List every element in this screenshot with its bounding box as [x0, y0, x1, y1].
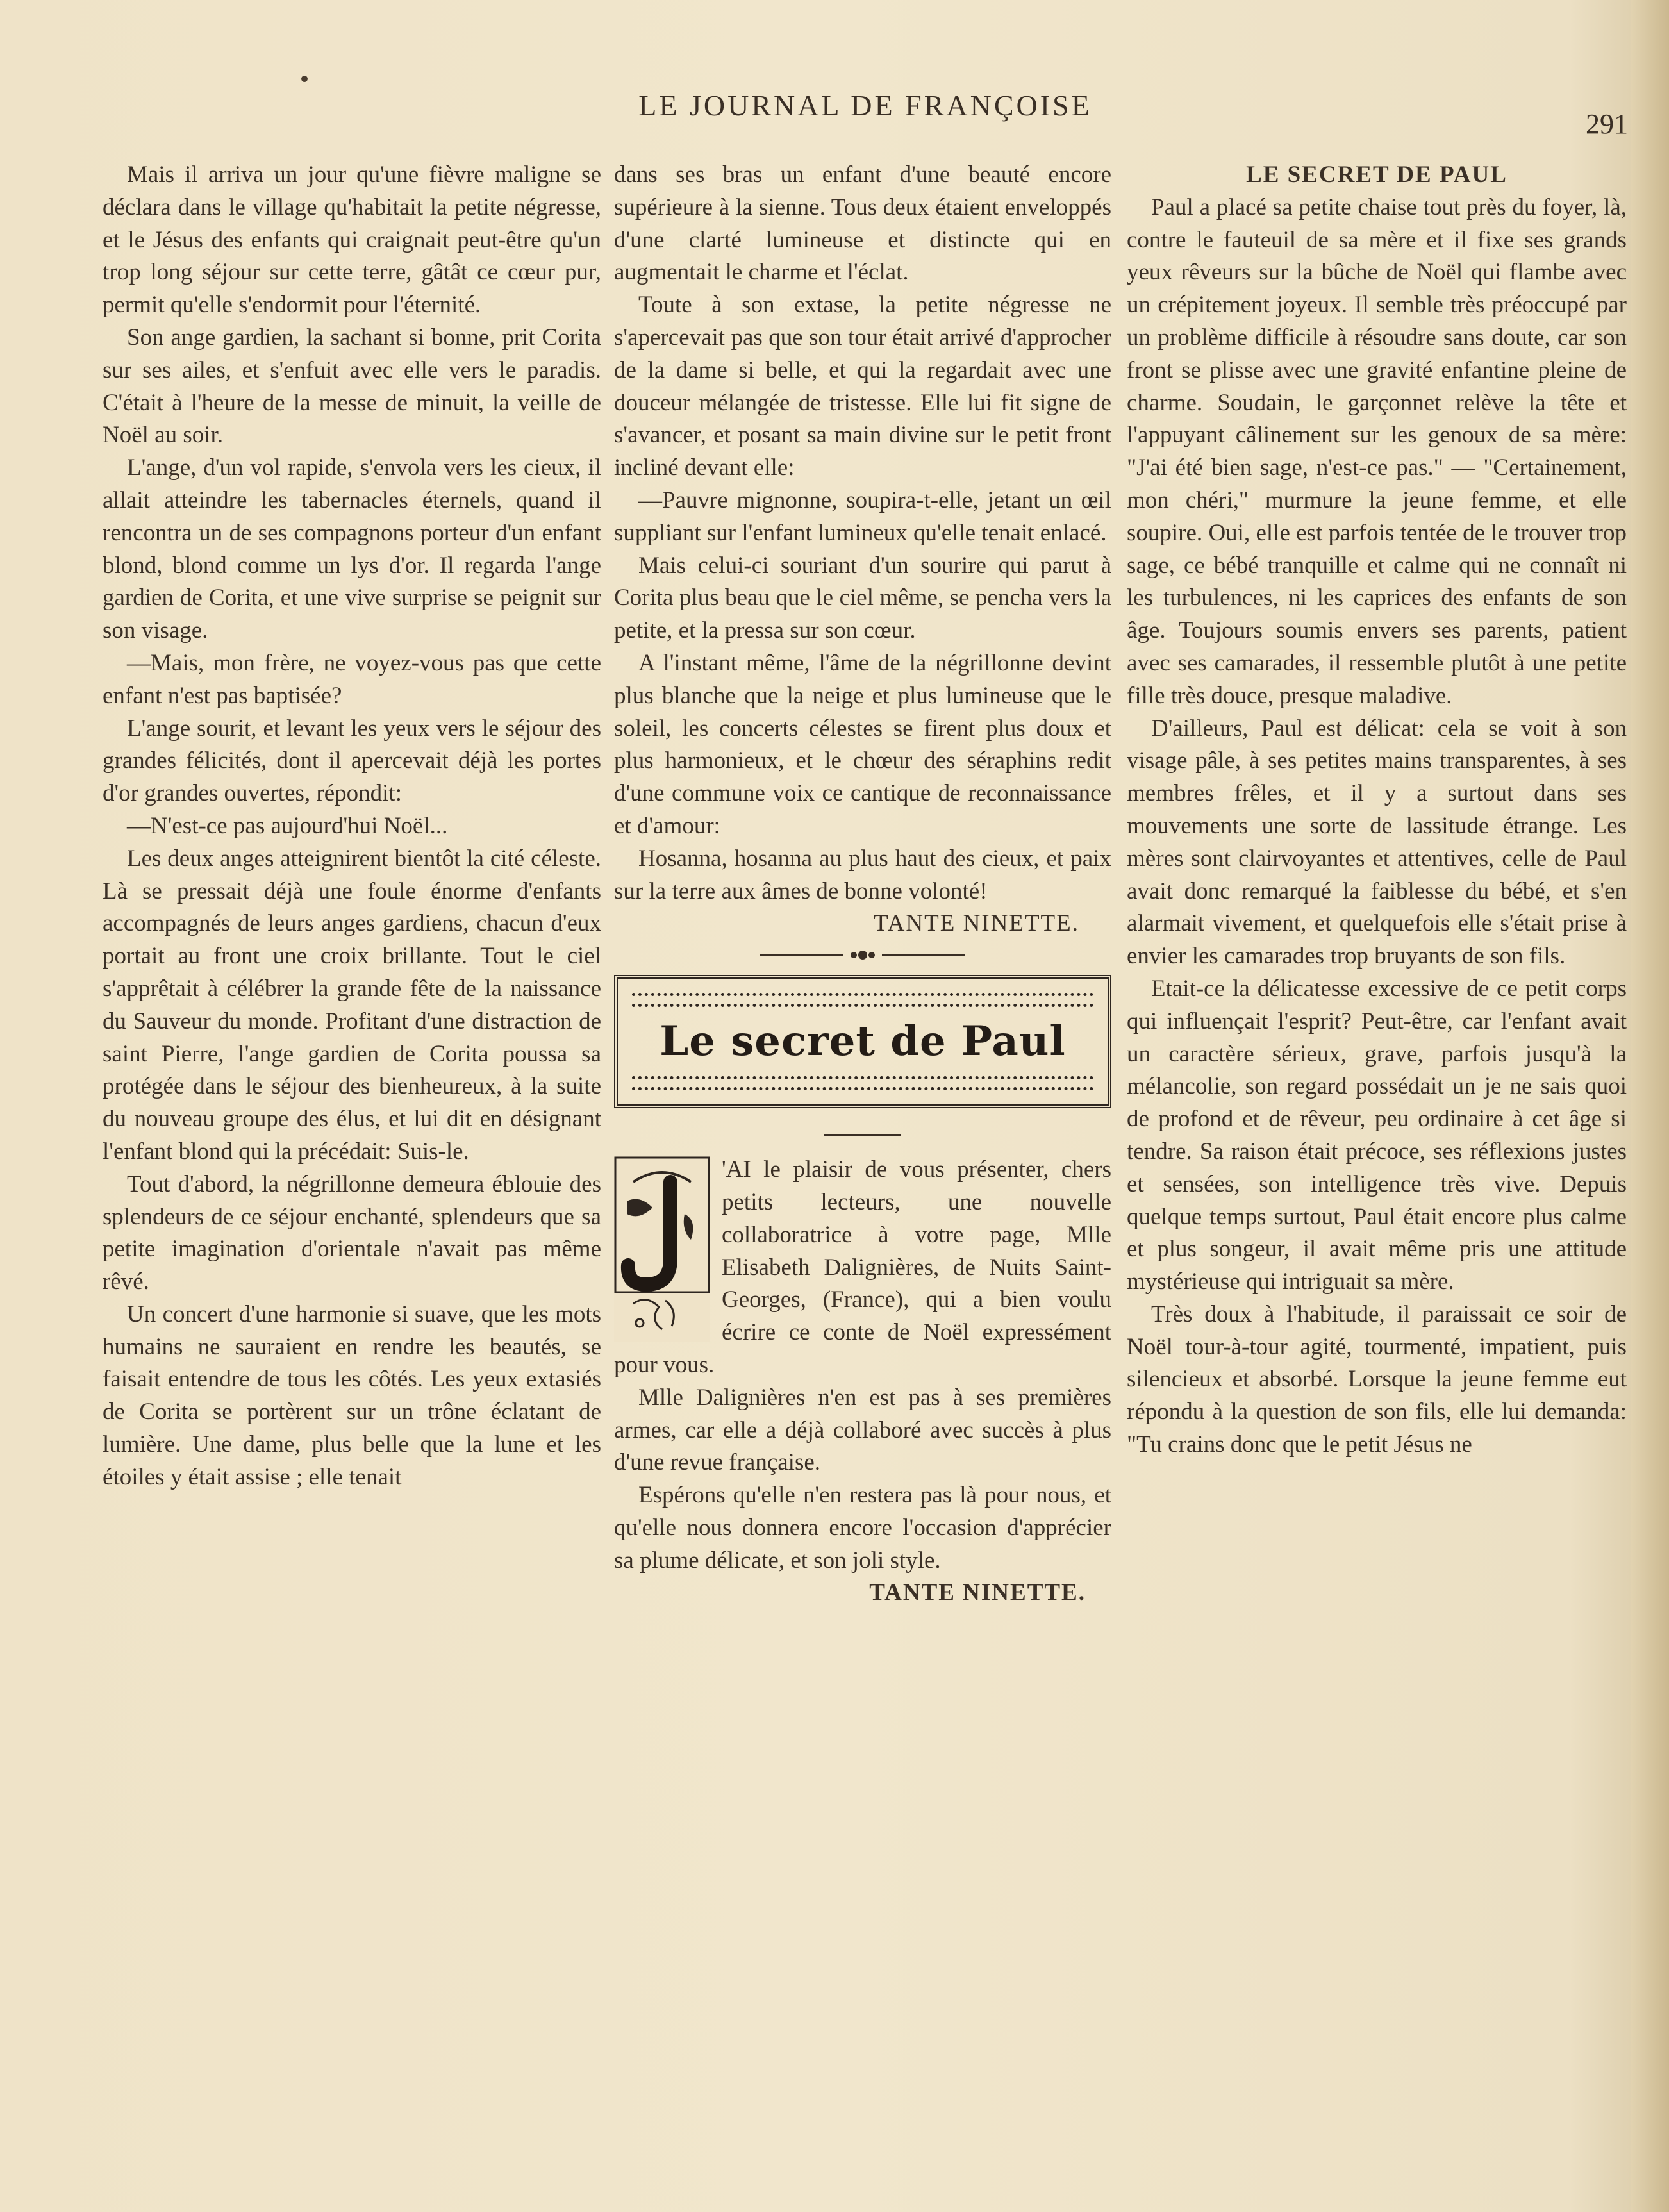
- paragraph: Espérons qu'elle n'en restera pas là pour nous, et qu'elle nous donnera encore l'occasion d'apprécier sa plume délicate, et son joli style.: [614, 1482, 1111, 1574]
- ink-dot: [301, 76, 308, 82]
- paragraph: —N'est-ce pas aujourd'hui Noël...: [127, 812, 448, 839]
- column-left: [103, 159, 601, 1494]
- column-middle: [614, 159, 1111, 1609]
- paragraph: L'ange, d'un vol rapide, s'envola vers les cieux, il allait atteindre les tabernacles éternels, quand il rencontra un de ses compagnons porteur d'un enfant blond, blond comme un lys d'or. Il regarda l'ange gardien de Corita, et une vive surprise se peignit sur son visage.: [103, 454, 601, 644]
- paragraph: L'ange sourit, et levant les yeux vers le séjour des grandes félicités, dont il apercevait déjà les portes d'or grandes ouvertes, répondit:: [103, 715, 601, 807]
- running-head: LE JOURNAL DE FRANÇOISE: [638, 89, 1092, 122]
- paragraph: Toute à son extase, la petite négresse ne s'apercevait pas que son tour était arrivé d'approcher de la dame si belle, et qui la regardait avec une douceur mélangée de tristesse. Elle lui fit signe de s'avancer, et posant sa main divine sur le petit front incliné devant elle:: [614, 292, 1111, 481]
- paragraph: Etait-ce la délicatesse excessive de ce petit corps qui influençait l'esprit? Peut-être, car l'enfant avait un caractère sérieux, grave, parfois jusqu'à la mélancolie, son regard possédait un je ne sais quoi de profond et de rêveur, peu ordinaire à cet âge si tendre. Sa raison était précoce, ses réflexions justes et sensées, son intelligence très vive. Depuis quelque temps surtout, Paul était encore plus calme et plus songeur, il avait même pris une attitude mystérieuse qui intriguait sa mère.: [1127, 975, 1627, 1295]
- divider: [824, 1134, 901, 1136]
- book-spine-shadow: [1631, 0, 1669, 2212]
- paragraph: —Pauvre mignonne, soupira-t-elle, jetant un œil suppliant sur l'enfant lumineux qu'elle tenait enlacé.: [614, 486, 1111, 546]
- title-box: [614, 975, 1111, 1108]
- flourish-icon: [754, 947, 972, 963]
- paragraph: Son ange gardien, la sachant si bonne, prit Corita sur ses ailes, et s'enfuit avec elle vers le paradis. C'était à l'heure de la messe de minuit, la veille de Noël au soir.: [103, 324, 601, 449]
- paragraph: Un concert d'une harmonie si suave, que les mots humains ne sauraient en rendre les beautés, se faisait entendre de tous les côtés. Les yeux extasiés de Corita se portèrent sur un trône éclatant de lumière. Une dame, plus belle que la lune et les étoiles y était assise ; elle tenait: [103, 1301, 601, 1490]
- ornamental-border: [632, 993, 1093, 1007]
- intro-block: [614, 1154, 1111, 1382]
- paragraph: Les deux anges atteignirent bientôt la cité céleste. Là se pressait déjà une foule énorme d'enfants accompagnés de leurs anges gardiens, chacun d'eux portait au front une croix brillante. Tout le ciel s'apprêtait à célébrer la grande fête de la naissance du Sauveur du monde. Profitant d'une distraction de saint Pierre, l'ange gardien de Corita poussa sa protégée dans le séjour des bienheureux, à la suite du nouveau groupe des élus, et lui dit en désignant l'enfant blond qui la précédait: Suis-le.: [103, 845, 601, 1165]
- paragraph: —Mais, mon frère, ne voyez-vous pas que cette enfant n'est pas baptisée?: [103, 649, 601, 709]
- paragraph: Mais il arriva un jour qu'une fièvre maligne se déclara dans le village qu'habitait la petite négresse, et le Jésus des enfants qui craignait peut-être qu'un trop long séjour sur cette terre, gâtât ce cœur pur, permit qu'elle s'endormit pour l'éternité.: [103, 162, 601, 319]
- signature: TANTE NINETTE.: [874, 910, 1079, 937]
- paragraph: Mlle Dalignières n'en est pas à ses premières armes, car elle a déjà collaboré avec succès à plus d'une revue française.: [614, 1384, 1111, 1476]
- paragraph: Paul a placé sa petite chaise tout près du foyer, là, contre le fauteuil de sa mère et il fixe ses grands yeux rêveurs sur la bûche de Noël qui flambe avec un crépitement joyeux. Il semble très préoccupé par un problème difficile à résoudre sans doute, car son front se plisse avec une gravité enfantine pleine de charme. Soudain, le garçonnet relève la tête et l'appuyant câlinement sur les genoux de sa mère: "J'ai été bien sage, n'est-ce pas." — "Certainement, mon chéri," murmure la jeune femme, et elle soupire. Oui, elle est parfois tentée de le trouver trop sage, ce bébé tranquille et calme qui ne connaît ni les turbulences, ni les caprices des enfants de son âge. Toujours soumis envers ses parents, patient avec ses camarades, il ressemble plutôt à une petite fille très douce, presque maladive.: [1127, 194, 1627, 709]
- ornamental-border: [632, 1076, 1093, 1090]
- paragraph: Très doux à l'habitude, il paraissait ce soir de Noël tour-à-tour agité, tourmenté, impatient, puis silencieux et absorbé. Lorsque la jeune femme eut répondu à la question de son fils, elle lui demanda: "Tu crains donc que le petit Jésus ne: [1127, 1301, 1627, 1458]
- paragraph: Mais celui-ci souriant d'un sourire qui parut à Corita plus beau que le ciel même, se pencha vers la petite, et la pressa sur son cœur.: [614, 552, 1111, 644]
- paragraph: D'ailleurs, Paul est délicat: cela se voit à son visage pâle, à ses petites mains transparentes, à ses membres frêles, et il y a surtout dans ses mouvements une sorte de lassitude étrange. Les mères sont clairvoyantes et attentives, celle de Paul avait donc remarqué la faiblesse du bébé, et s'en alarmait vivement, et quelquefois elle s'était prise à envier les camarades trop bruyants de son fils.: [1127, 715, 1627, 970]
- section-title: Le secret de Paul: [660, 1017, 1066, 1066]
- paragraph: A l'instant même, l'âme de la négrillonne devint plus blanche que la neige et plus lumineuse que le soleil, les concerts célestes se firent plus doux et plus harmonieux, et le chœur des séraphins redit d'une commune voix ce cantique de reconnaissance et d'amour:: [614, 649, 1111, 839]
- paragraph: Hosanna, hosanna au plus haut des cieux, et paix sur la terre aux âmes de bonne volonté!: [614, 845, 1111, 904]
- page-number: 291: [1586, 108, 1628, 140]
- story-heading: LE SECRET DE PAUL: [1246, 162, 1507, 188]
- ornamental-j-initial-icon: [614, 1156, 710, 1342]
- paragraph: Tout d'abord, la négrillonne demeura éblouie des splendeurs de ce séjour enchanté, splendeurs que sa petite imagination d'orientale n'avait pas même rêvé.: [103, 1170, 601, 1295]
- signature: TANTE NINETTE.: [869, 1579, 1086, 1606]
- paragraph: dans ses bras un enfant d'une beauté encore supérieure à la sienne. Tous deux étaient enveloppés d'une clarté lumineuse et distincte qui en augmentait le charme et l'éclat.: [614, 162, 1111, 286]
- paragraph: 'AI le plaisir de vous présenter, chers petits lecteurs, une nouvelle collaboratrice à votre page, Mlle Elisabeth Dalignières, de Nuits Saint-Georges, (France), qui a bien voulu écrire ce conte de Noël expressément pour vous.: [614, 1156, 1111, 1378]
- column-right: [1127, 159, 1627, 1461]
